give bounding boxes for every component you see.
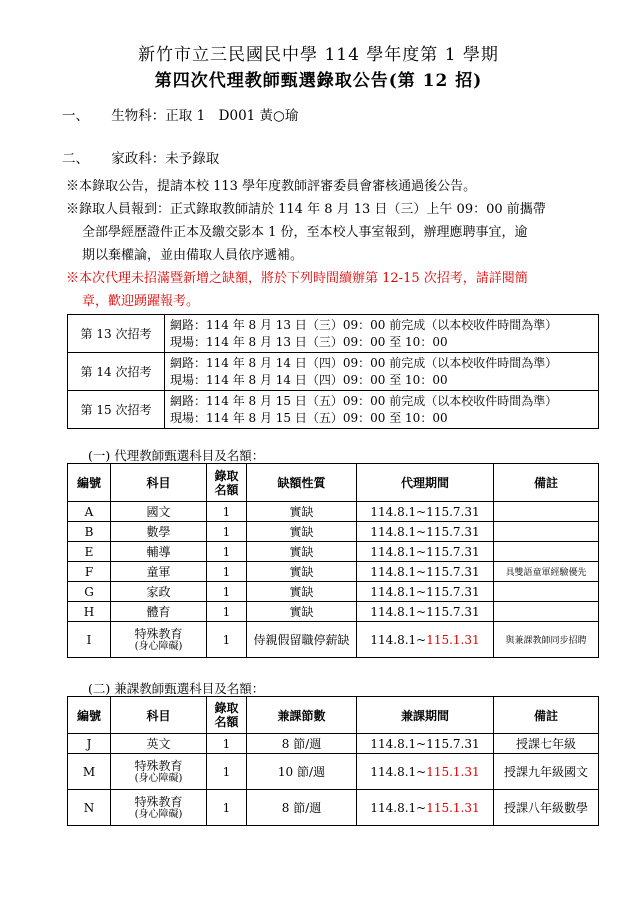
header-count: 錄取 名額 xyxy=(207,697,247,734)
cell-code: E xyxy=(68,542,111,562)
result-text: 生物科：正取 1 D001 黃○瑜 xyxy=(111,108,299,124)
header-subject: 科目 xyxy=(111,697,207,734)
schedule-times xyxy=(165,315,599,353)
cell-subject: 特殊教育 (身心障礙) xyxy=(111,790,207,826)
substitute-table xyxy=(67,463,599,658)
cell-period: 114.8.1~115.7.31 xyxy=(357,562,494,582)
table-row xyxy=(68,542,599,562)
note-report-line1: ※錄取人員報到：正式錄取教師請於 114 年 8 月 13 日（三）上午 09：00 前攜帶 xyxy=(66,202,546,217)
table-header-row xyxy=(68,464,599,502)
cell-code: F xyxy=(68,562,111,582)
cell-remark xyxy=(494,502,599,522)
header-hours: 兼課節數 xyxy=(247,697,357,734)
cell-nature: 實缺 xyxy=(247,542,357,562)
schedule-online: 網路：114 年 8 月 13 日（三）09：00 前完成（以本校收件時間為準） xyxy=(170,317,558,332)
cell-subject: 英文 xyxy=(111,734,207,754)
table-header-row xyxy=(68,697,599,734)
result-item-2 xyxy=(62,147,219,167)
schedule-onsite: 現場：114 年 8 月 13 日（三）09：00 至 10：00 xyxy=(170,334,448,349)
cell-count: 1 xyxy=(207,562,247,582)
header-period: 兼課期間 xyxy=(357,697,494,734)
cell-period: 114.8.1~115.1.31 xyxy=(357,622,494,658)
cell-remark xyxy=(494,582,599,602)
cell-subject: 體育 xyxy=(111,602,207,622)
header-subject: 科目 xyxy=(111,464,207,502)
cell-subject: 輔導 xyxy=(111,542,207,562)
table-row xyxy=(68,582,599,602)
schedule-row xyxy=(68,315,599,353)
cell-remark xyxy=(494,542,599,562)
cell-subject: 數學 xyxy=(111,522,207,542)
note-report-line2: 全部學經歷證件正本及繳交影本 1 份，至本校人事室報到，辦理應聘事宜，逾 xyxy=(82,225,528,240)
cell-subject: 國文 xyxy=(111,502,207,522)
cell-period: 114.8.1~115.7.31 xyxy=(357,502,494,522)
table-row xyxy=(68,622,599,658)
cell-hours: 8 節/週 xyxy=(247,790,357,826)
schedule-onsite: 現場：114 年 8 月 15 日（五）09：00 至 10：00 xyxy=(170,410,448,425)
parttime-table xyxy=(67,696,599,826)
schedule-row xyxy=(68,353,599,391)
cell-remark: 具雙語童軍經驗優先 xyxy=(494,562,599,582)
cell-nature: 實缺 xyxy=(247,602,357,622)
table-row xyxy=(68,502,599,522)
cell-subject: 家政 xyxy=(111,582,207,602)
cell-subject: 童軍 xyxy=(111,562,207,582)
table-row xyxy=(68,754,599,790)
result-text: 家政科：未予錄取 xyxy=(111,151,220,167)
cell-code: J xyxy=(68,734,111,754)
header-nature: 缺額性質 xyxy=(247,464,357,502)
schedule-onsite: 現場：114 年 8 月 14 日（四）09：00 至 10：00 xyxy=(170,372,448,387)
school-title: 新竹市立三民國民中學 114 學年度第 1 學期 xyxy=(138,45,499,65)
cell-count: 1 xyxy=(207,602,247,622)
cell-count: 1 xyxy=(207,542,247,562)
table-row xyxy=(68,602,599,622)
schedule-label: 第 14 次招考 xyxy=(68,353,165,391)
schedule-label: 第 13 次招考 xyxy=(68,315,165,353)
table-row xyxy=(68,734,599,754)
cell-remark: 授課八年級數學 xyxy=(494,790,599,826)
cell-count: 1 xyxy=(207,522,247,542)
table-row xyxy=(68,790,599,826)
cell-nature: 實缺 xyxy=(247,522,357,542)
cell-period: 114.8.1~115.1.31 xyxy=(357,754,494,790)
cell-nature: 實缺 xyxy=(247,582,357,602)
schedule-label: 第 15 次招考 xyxy=(68,391,165,429)
cell-hours: 10 節/週 xyxy=(247,754,357,790)
cell-code: G xyxy=(68,582,111,602)
header-period: 代理期間 xyxy=(357,464,494,502)
cell-remark: 授課七年級 xyxy=(494,734,599,754)
table-row xyxy=(68,562,599,582)
result-item-1 xyxy=(62,104,298,124)
cell-period: 114.8.1~115.7.31 xyxy=(357,542,494,562)
cell-count: 1 xyxy=(207,582,247,602)
cell-nature: 實缺 xyxy=(247,502,357,522)
header-code: 編號 xyxy=(68,464,111,502)
header-code: 編號 xyxy=(68,697,111,734)
cell-count: 1 xyxy=(207,622,247,658)
note-report-line3: 期以棄權論，並由備取人員依序遞補。 xyxy=(82,248,304,263)
cell-period: 114.8.1~115.7.31 xyxy=(357,734,494,754)
cell-count: 1 xyxy=(207,734,247,754)
schedule-online: 網路：114 年 8 月 14 日（四）09：00 前完成（以本校收件時間為準） xyxy=(170,355,558,370)
cell-code: H xyxy=(68,602,111,622)
cell-remark: 與兼課教師同步招聘 xyxy=(494,622,599,658)
result-number: 一、 xyxy=(62,108,89,124)
cell-code: B xyxy=(68,522,111,542)
note-approval: ※本錄取公告，提請本校 113 學年度教師評審委員會審核通過後公告。 xyxy=(66,179,477,194)
cell-subject: 特殊教育 (身心障礙) xyxy=(111,622,207,658)
schedule-times xyxy=(165,391,599,429)
cell-nature: 侍親假留職停薪缺 xyxy=(247,622,357,658)
table-row xyxy=(68,522,599,542)
cell-period: 114.8.1~115.1.31 xyxy=(357,790,494,826)
cell-code: M xyxy=(68,754,111,790)
cell-count: 1 xyxy=(207,754,247,790)
table1-caption: (一) 代理教師甄選科目及名額： xyxy=(88,448,265,463)
note-recruit-line1: ※本次代理未招滿暨新增之缺額，將於下列時間續辦第 12-15 次招考，請詳閱簡 xyxy=(66,271,528,286)
table2-caption: (二) 兼課教師甄選科目及名額： xyxy=(88,681,265,696)
note-recruit-line2: 章，歡迎踴躍報考。 xyxy=(82,294,200,309)
schedule-times xyxy=(165,353,599,391)
cell-code: I xyxy=(68,622,111,658)
announcement-title: 第四次代理教師甄選錄取公告(第 12 招) xyxy=(154,71,483,91)
cell-hours: 8 節/週 xyxy=(247,734,357,754)
cell-period: 114.8.1~115.7.31 xyxy=(357,582,494,602)
cell-count: 1 xyxy=(207,790,247,826)
cell-period: 114.8.1~115.7.31 xyxy=(357,602,494,622)
notes-block xyxy=(66,175,546,313)
header-remark: 備註 xyxy=(494,697,599,734)
cell-code: A xyxy=(68,502,111,522)
cell-remark xyxy=(494,602,599,622)
cell-remark: 授課九年級國文 xyxy=(494,754,599,790)
result-number: 二、 xyxy=(62,151,89,167)
cell-subject: 特殊教育 (身心障礙) xyxy=(111,754,207,790)
cell-code: N xyxy=(68,790,111,826)
header-count: 錄取 名額 xyxy=(207,464,247,502)
cell-nature: 實缺 xyxy=(247,562,357,582)
schedule-table xyxy=(67,314,599,429)
cell-count: 1 xyxy=(207,502,247,522)
cell-period: 114.8.1~115.7.31 xyxy=(357,522,494,542)
schedule-row xyxy=(68,391,599,429)
cell-remark xyxy=(494,522,599,542)
schedule-online: 網路：114 年 8 月 15 日（五）09：00 前完成（以本校收件時間為準） xyxy=(170,393,558,408)
header-remark: 備註 xyxy=(494,464,599,502)
